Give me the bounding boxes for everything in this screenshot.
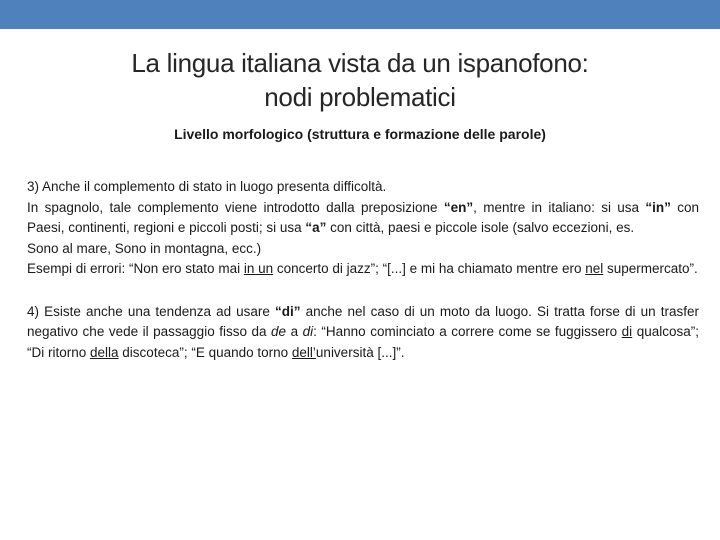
- text-run: discoteca”; “E quando torno: [118, 344, 292, 360]
- text-run: supermercato”.: [603, 261, 698, 276]
- underlined-dell: dell’: [291, 344, 316, 360]
- text-run: anche nel caso di un moto da luogo. Si tratta forse di un trasfer negativo che vede il passaggio fisso da: [27, 303, 699, 339]
- bold-in: “in”: [645, 199, 671, 215]
- underlined-in-un: in un: [243, 261, 274, 276]
- paragraph-gap: [27, 280, 699, 302]
- text-run: : “Hanno cominciato a correre come se fuggissero: [313, 324, 622, 339]
- text-run: 4) Esiste anche una tendenza ad usare: [27, 303, 276, 319]
- slide-body: [27, 177, 699, 363]
- point-3-heading: 3) Anche il complemento di stato in luogo presenta difficoltà.: [27, 179, 387, 194]
- slide-title: [40, 46, 680, 114]
- text-run: a: [286, 324, 303, 339]
- underlined-nel: nel: [585, 261, 604, 276]
- point-4-paragraph: [27, 302, 699, 364]
- text-run: In spagnolo, tale complemento viene introdotto dalla preposizione: [27, 199, 444, 215]
- italic-de: de: [271, 324, 287, 339]
- text-run: università [...]”.: [315, 344, 405, 360]
- title-line-2: nodi problematici: [264, 82, 456, 112]
- italic-di: di: [302, 324, 314, 339]
- top-accent-bar: [0, 0, 720, 29]
- underlined-della: della: [90, 344, 119, 360]
- point-3-examples-line: Sono al mare, Sono in montagna, ecc.): [27, 240, 262, 256]
- bold-en: “en”: [443, 199, 474, 215]
- bold-a: “a”: [305, 220, 327, 235]
- text-run: , mentre in italiano: si usa: [473, 199, 646, 215]
- text-run: con Paesi, continenti, regioni e piccoli posti; si usa: [27, 199, 699, 235]
- text-run: qualcosa”; “Di ritorno: [27, 324, 699, 360]
- underlined-di: di: [621, 324, 633, 339]
- text-run: Esempi di errori: “Non ero stato mai: [27, 261, 244, 276]
- text-run: con città, paesi e piccole isole (salvo eccezioni, es.: [326, 220, 635, 235]
- point-3-explanation: [27, 198, 699, 239]
- text-run: concerto di jazz”; “[...] e mi ha chiamato mentre ero: [273, 261, 586, 276]
- point-3-errors: [27, 259, 699, 280]
- slide-subtitle: Livello morfologico (struttura e formazione delle parole): [174, 126, 546, 142]
- bold-di: “di”: [275, 303, 301, 319]
- title-line-1: La lingua italiana vista da un ispanofono:: [131, 48, 589, 78]
